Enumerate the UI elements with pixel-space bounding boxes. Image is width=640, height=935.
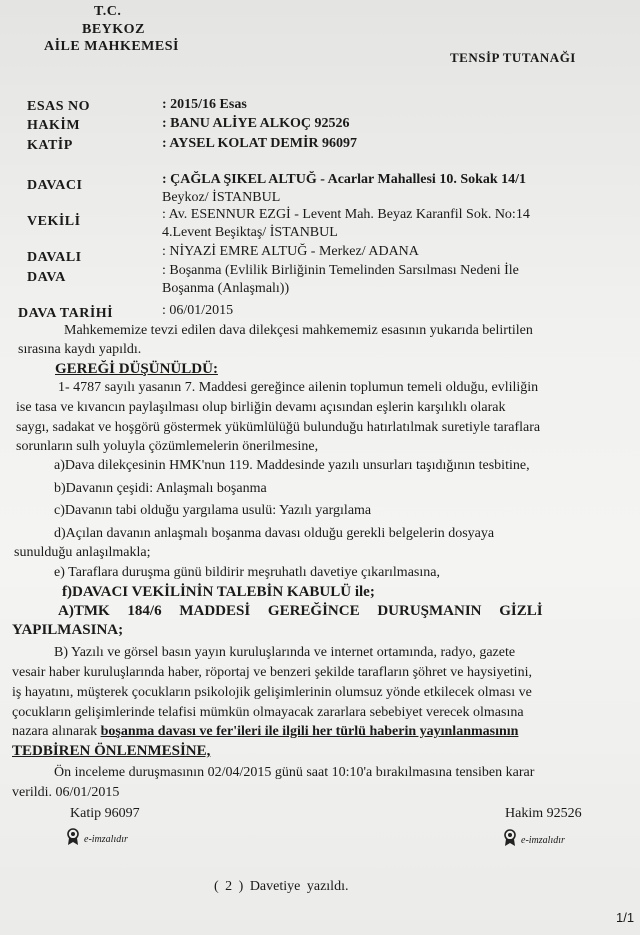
document-title: TENSİP TUTANAĞI (450, 50, 576, 65)
item-c: c)Davanın tabi olduğu yargılama usulü: Yazılı yargılama (54, 503, 372, 518)
davaci-address: Beykoz/ İSTANBUL (162, 190, 281, 205)
esign-left (66, 828, 128, 851)
davali-label: DAVALI (27, 250, 82, 265)
item-fb-line1 (54, 645, 515, 661)
katip-signature: Katip 96097 (70, 806, 140, 821)
section-title: GEREĞİ DÜŞÜNÜLDÜ: (55, 361, 218, 377)
esas-no-value: : 2015/16 Esas (162, 97, 247, 112)
intro-line1: Mahkememize tevzi edilen dava dilekçesi mahkememiz esasının yukarıda belirtilen (64, 323, 533, 338)
item-fb-line3: iş hayatını, müşterek çocukların psikolojik gelişimlerinin olumsuz yönde etkilecek olması ve (12, 685, 532, 700)
item-fb-line5-bold: boşanma davası ve fer'ileri ile ilgili her türlü haberin yayınlanmasının (100, 724, 519, 739)
intro-line2: sırasına kaydı yapıldı. (18, 342, 142, 357)
esign-right (503, 829, 565, 852)
davetiye-note: ( 2 ) Davetiye yazıldı. (214, 879, 349, 894)
item-fa-line2: YAPILMASINA; (12, 622, 124, 638)
item1-line3: saygı, sadakat ve hoşgörü göstermek yükümlülüğü bulunduğu hatırlatılmak suretiyle taraflara (16, 420, 541, 435)
item-fb-line2: vesair haber kuruluşlarında haber, röportaj ve benzeri şekilde tarafların şöhret ve haysiyetini, (12, 665, 532, 680)
dava-value-cont: Boşanma (Anlaşmalı)) (162, 281, 290, 296)
esign-right-text: e-imzalıdır (521, 835, 565, 846)
item1-line1: 1- 4787 sayılı yasanın 7. Maddesi gereğince ailenin toplumun temeli olduğu, evliliğin (58, 380, 539, 395)
item-d-line1: d)Açılan davanın anlaşmalı boşanma davası olduğu gerekli belgelerin dosyaya (54, 526, 495, 541)
item-b: b)Davanın çeşidi: Anlaşmalı boşanma (54, 481, 267, 496)
item-f: f)DAVACI VEKİLİNİN TALEBİN KABULÜ ile; (62, 584, 375, 600)
item1-line4: sorunların sulh yoluyla çözümlemelerin önerilmesine, (16, 439, 319, 454)
item-d-line2: sunulduğu anlaşılmakla; (14, 545, 151, 560)
item-e: e) Taraflara duruşma günü bildirir meşruhatlı davetiye çıkarılmasına, (54, 565, 440, 580)
dava-value: : Boşanma (Evlilik Birliğinin Temelinden Sarsılması Nedeni İle (162, 263, 519, 278)
seal-icon (66, 828, 80, 846)
hakim-signature: Hakim 92526 (505, 806, 582, 821)
court-name: AİLE MAHKEMESİ (44, 39, 179, 54)
vekili-address: 4.Levent Beşiktaş/ İSTANBUL (162, 225, 338, 240)
dava-tarihi-label: DAVA TARİHİ (18, 306, 114, 321)
court-tc: T.C. (94, 4, 122, 19)
item-a: a)Dava dilekçesinin HMK'nun 119. Maddesinde yazılı unsurları taşıdığının tesbitine, (54, 458, 530, 473)
item-fa-line1: A)TMK 184/6 MADDESİ GEREĞİNCE DURUŞMANIN GİZLİ (58, 603, 543, 619)
item-fb-line6: TEDBİREN ÖNLENMESİNE, (12, 743, 211, 759)
davaci-value (162, 172, 526, 188)
item-fb-line5 (12, 724, 518, 740)
vekili-value: : Av. ESENNUR EZGİ - Levent Mah. Beyaz Karanfil Sok. No:14 (162, 207, 530, 222)
item-fb-line1-text: B) Yazılı ve görsel basın yayın kuruluşlarında ve internet ortamında, radyo, gazete (54, 645, 516, 660)
seal-icon (503, 829, 517, 847)
hakim-value: : BANU ALİYE ALKOÇ 92526 (162, 116, 350, 131)
hakim-label: HAKİM (27, 118, 81, 133)
davaci-label: DAVACI (27, 178, 83, 193)
item1-line2: ise tasa ve kıvancın paylaşılması olup birliğin devamı açısından eşlerin karşılıklı olarak (16, 400, 506, 415)
dava-tarihi-value: : 06/01/2015 (162, 303, 234, 318)
page-number: 1/1 (616, 910, 635, 925)
dava-label: DAVA (27, 270, 66, 285)
katip-label: KATİP (27, 138, 73, 153)
item-fb-line4: çocukların gelişimlerinde telafisi mümkün olmayacak zararlara sebebiyet verecek olmasına (12, 705, 524, 720)
item-fb-line5-plain: nazara alınarak (12, 724, 98, 739)
esign-left-text: e-imzalıdır (84, 834, 128, 845)
esas-no-label: ESAS NO (27, 99, 91, 114)
katip-value: : AYSEL KOLAT DEMİR 96097 (162, 136, 358, 151)
court-city: BEYKOZ (82, 22, 145, 37)
vekili-label: VEKİLİ (27, 214, 81, 229)
davali-value: : NİYAZİ EMRE ALTUĞ - Merkez/ ADANA (162, 244, 419, 259)
hearing-line1: Ön inceleme duruşmasının 02/04/2015 günü saat 10:10'a bırakılmasına tensiben karar (54, 765, 535, 780)
hearing-line2: verildi. 06/01/2015 (12, 785, 120, 800)
davaci-value-line1: : ÇAĞLA ŞIKEL ALTUĞ - Acarlar Mahallesi 10. Sokak 14/1 (162, 172, 527, 187)
